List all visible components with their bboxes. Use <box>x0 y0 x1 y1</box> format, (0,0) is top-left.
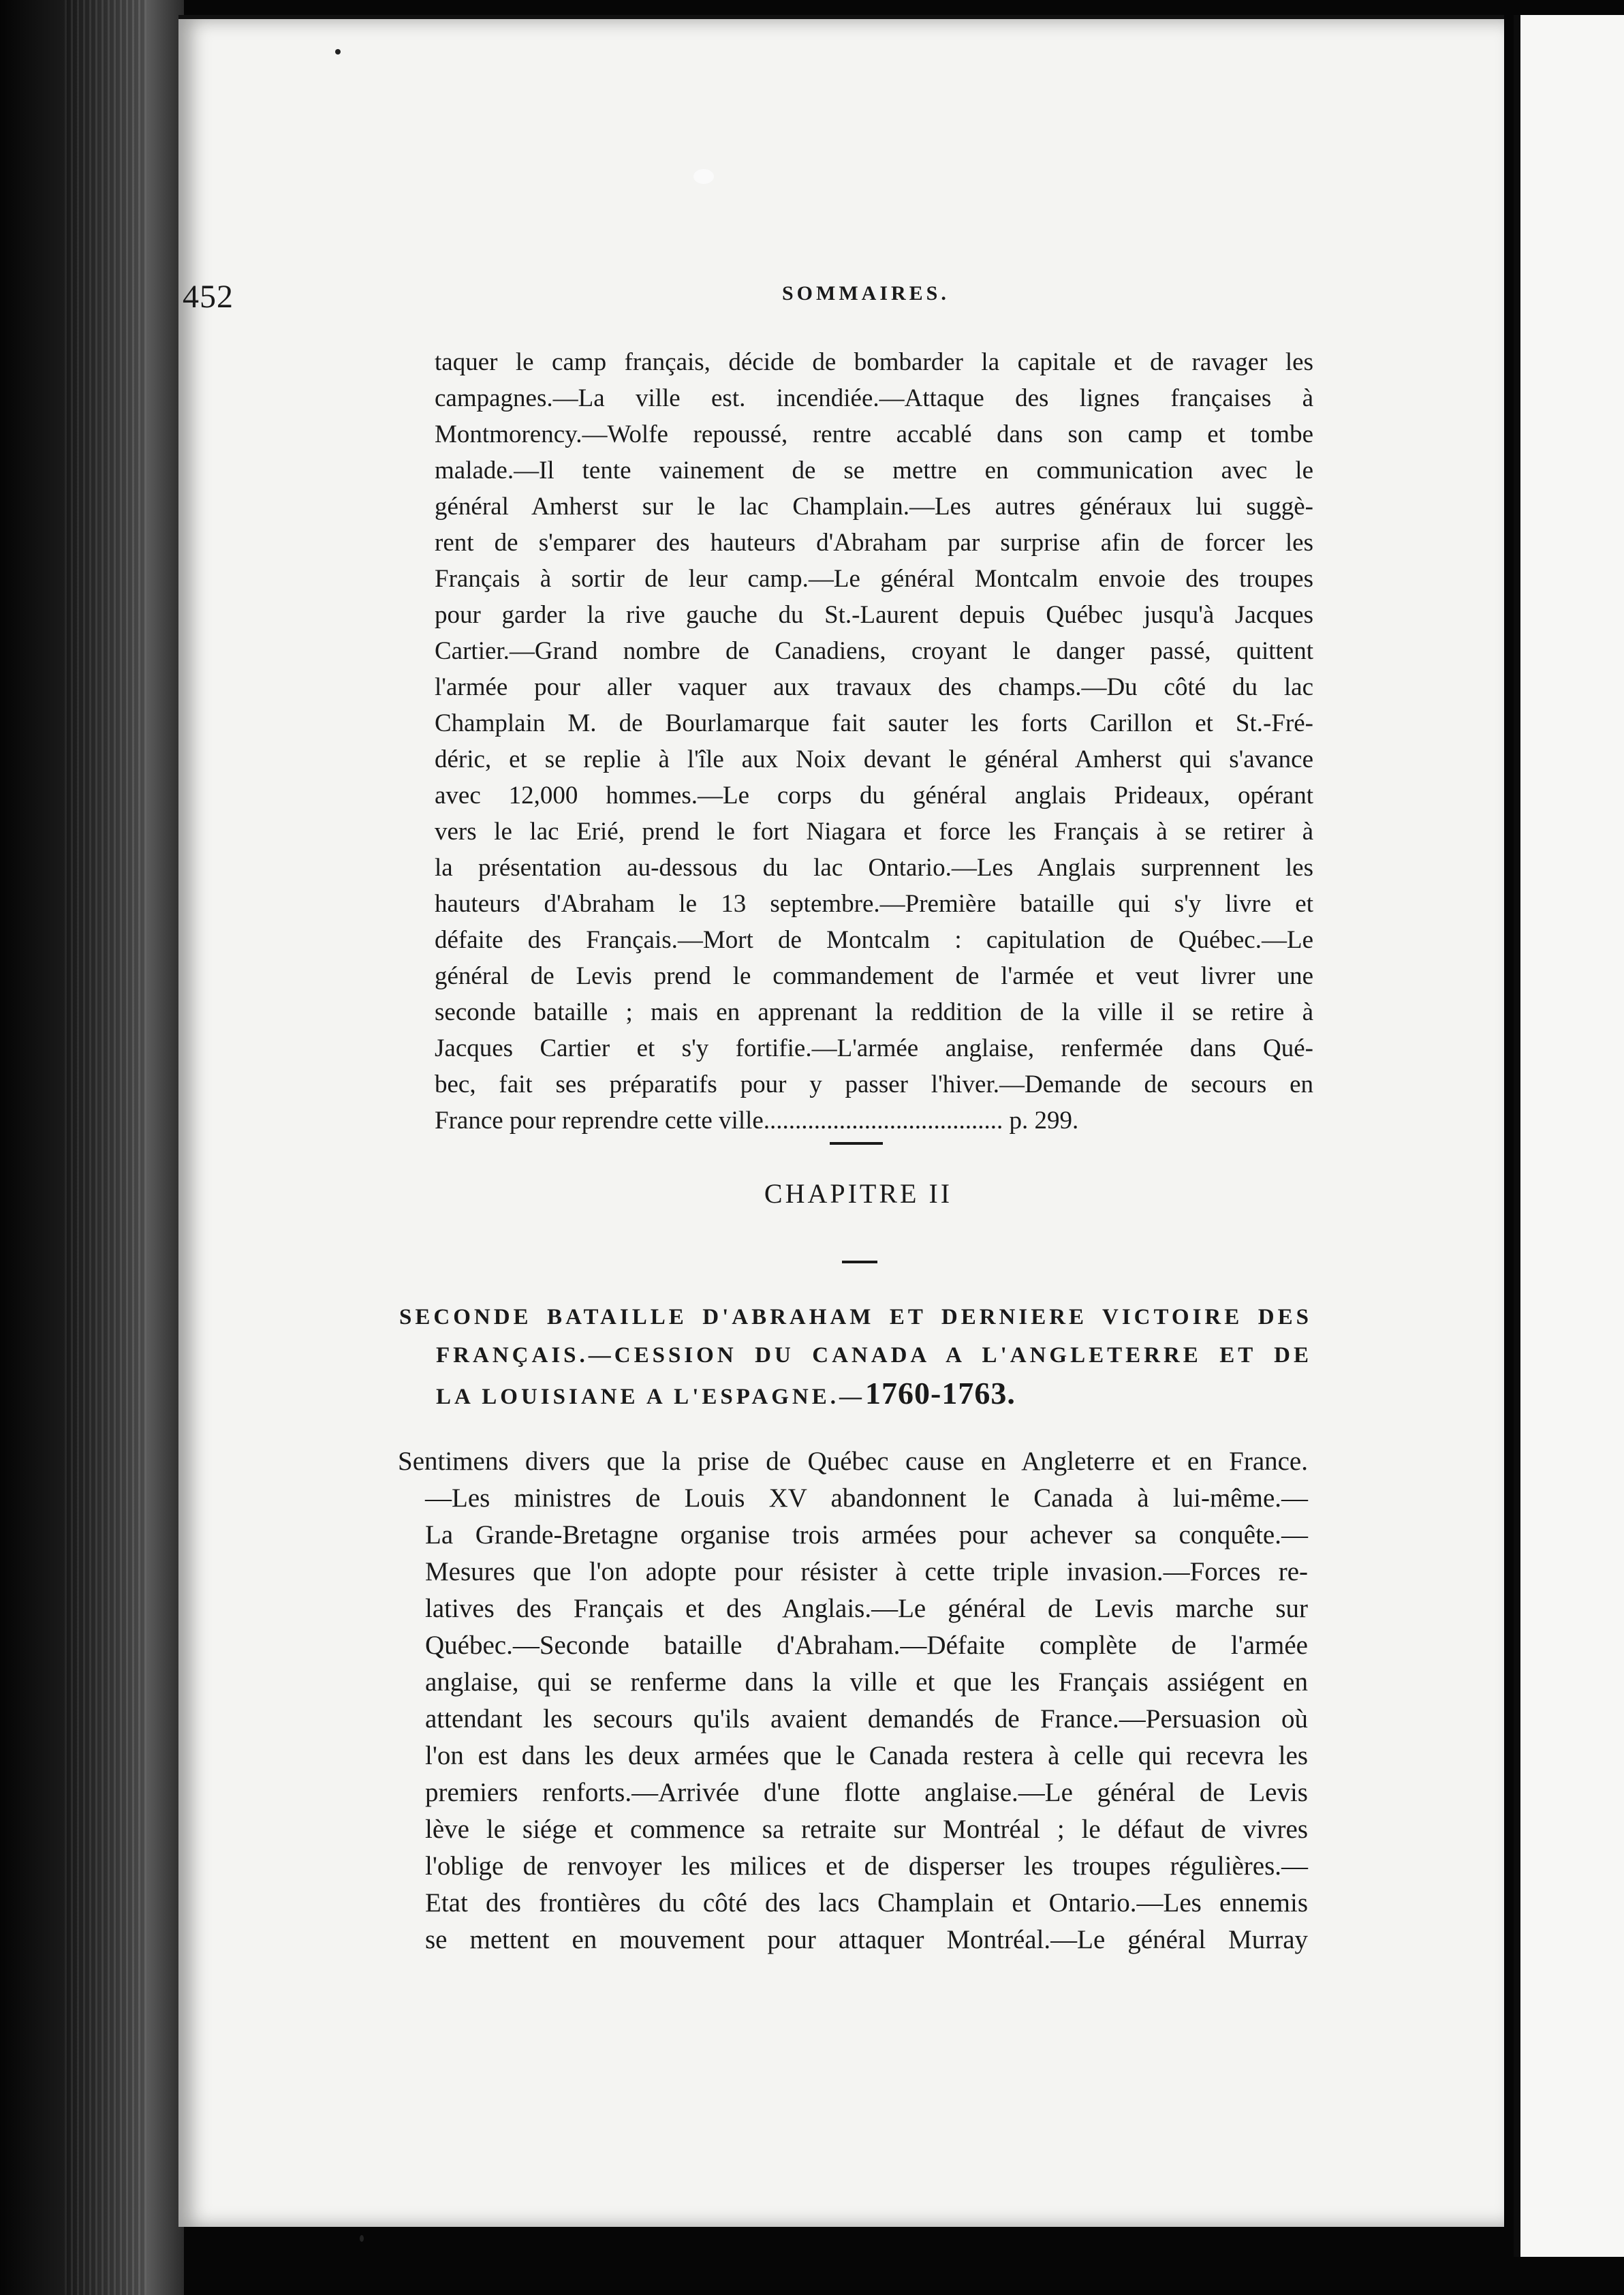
summary-line: Jacques Cartier et s'y fortifie.—L'armée anglaise, renfermée dans Qué- <box>435 1034 1313 1062</box>
chapter-summary-line: anglaise, qui se renferme dans la ville et que les Français assiégent en <box>425 1667 1308 1697</box>
summary-line: vers le lac Erié, prend le fort Niagara et force les Français à se retirer à <box>435 818 1313 846</box>
summary-line: hauteurs d'Abraham le 13 septembre.—Première bataille qui s'y livre et <box>435 890 1313 918</box>
chapter-summary-line: attendant les secours qu'ils avaient demandés de France.—Persuasion où <box>425 1704 1308 1734</box>
previous-chapter-summary <box>435 344 1313 1139</box>
dust-speck <box>693 169 714 184</box>
summary-line: campagnes.—La ville est. incendiée.—Attaque des lignes françaises à <box>435 384 1313 412</box>
chapter-title-line <box>399 1374 1312 1413</box>
chapter-years: 1760-1763. <box>865 1376 1016 1411</box>
chapter-summary-line: lève le siége et commence sa retraite sur Montréal ; le défaut de vivres <box>425 1815 1308 1844</box>
chapter-heading: CHAPITRE II <box>764 1178 953 1209</box>
running-title: SOMMAIRES. <box>782 282 950 305</box>
chapter-title <box>399 1298 1312 1413</box>
chapter-summary-line: l'on est dans les deux armées que le Canada restera à celle qui recevra les <box>425 1741 1308 1770</box>
summary-line-with-page-ref: France pour reprendre cette ville...................................... p. 299. <box>435 1107 1079 1135</box>
chapter-summary-line: Québec.—Seconde bataille d'Abraham.—Défaite complète de l'armée <box>425 1631 1308 1660</box>
chapter-summary-line: Mesures que l'on adopte pour résister à cette triple invasion.—Forces re- <box>425 1557 1308 1586</box>
summary-line: bec, fait ses préparatifs pour y passer l'hiver.—Demande de secours en <box>435 1071 1313 1098</box>
chapter-summary-line: latives des Français et des Anglais.—Le général de Levis marche sur <box>425 1594 1308 1623</box>
chapter-summary-line: Etat des frontières du côté des lacs Champlain et Ontario.—Les ennemis <box>425 1888 1308 1917</box>
summary-line: général Amherst sur le lac Champlain.—Les autres généraux lui suggè- <box>435 493 1313 521</box>
chapter-title-line: SECONDE BATAILLE D'ABRAHAM ET DERNIERE VICTOIRE DES <box>399 1305 1312 1329</box>
adjacent-page-edge <box>1514 15 1624 2257</box>
chapter-summary-line: se mettent en mouvement pour attaquer Montréal.—Le général Murray <box>425 1925 1308 1954</box>
summary-line: seconde bataille ; mais en apprenant la reddition de la ville il se retire à <box>435 998 1313 1026</box>
summary-line: taquer le camp français, décide de bombarder la capitale et de ravager les <box>435 348 1313 376</box>
summary-line: la présentation au-dessous du lac Ontario.—Les Anglais surprennent les <box>435 854 1313 882</box>
summary-line: pour garder la rive gauche du St.-Laurent depuis Québec jusqu'à Jacques <box>435 601 1313 629</box>
section-rule <box>842 1261 877 1263</box>
section-rule <box>830 1142 883 1145</box>
summary-line: déric, et se replie à l'île aux Noix devant le général Amherst qui s'avance <box>435 745 1313 773</box>
chapter-summary-line: Sentimens divers que la prise de Québec cause en Angleterre et en France. <box>398 1447 1308 1476</box>
summary-line: Français à sortir de leur camp.—Le général Montcalm envoie des troupes <box>435 565 1313 593</box>
dust-speck <box>360 2235 364 2242</box>
chapter-summary-line: premiers renforts.—Arrivée d'une flotte anglaise.—Le général de Levis <box>425 1778 1308 1807</box>
summary-line: l'armée pour aller vaquer aux travaux des champs.—Du côté du lac <box>435 673 1313 701</box>
summary-line: Montmorency.—Wolfe repoussé, rentre accablé dans son camp et tombe <box>435 420 1313 448</box>
page-number: 452 <box>183 279 234 315</box>
chapter-summary-line: La Grande-Bretagne organise trois armées pour achever sa conquête.— <box>425 1520 1308 1550</box>
summary-line: rent de s'emparer des hauteurs d'Abraham par surprise afin de forcer les <box>435 529 1313 557</box>
chapter-summary-line: —Les ministres de Louis XV abandonnent le Canada à lui-même.— <box>425 1483 1308 1513</box>
summary-line: Champlain M. de Bourlamarque fait sauter les forts Carillon et St.-Fré- <box>435 709 1313 737</box>
summary-line: avec 12,000 hommes.—Le corps du général anglais Prideaux, opérant <box>435 782 1313 810</box>
dust-speck <box>335 49 341 55</box>
summary-line: général de Levis prend le commandement de l'armée et veut livrer une <box>435 962 1313 990</box>
chapter-title-line: FRANÇAIS.—CESSION DU CANADA A L'ANGLETERRE ET DE <box>436 1343 1312 1368</box>
summary-line: défaite des Français.—Mort de Montcalm : capitulation de Québec.—Le <box>435 926 1313 954</box>
chapter-summary <box>398 1443 1308 1958</box>
chapter-title-text: LA LOUISIANE A L'ESPAGNE.— <box>436 1385 866 1409</box>
summary-line: Cartier.—Grand nombre de Canadiens, croyant le danger passé, quittent <box>435 637 1313 665</box>
chapter-summary-line: l'oblige de renvoyer les milices et de disperser les troupes régulières.— <box>425 1851 1308 1881</box>
summary-line: malade.—Il tente vainement de se mettre en communication avec le <box>435 457 1313 484</box>
spine-texture <box>65 0 146 2295</box>
